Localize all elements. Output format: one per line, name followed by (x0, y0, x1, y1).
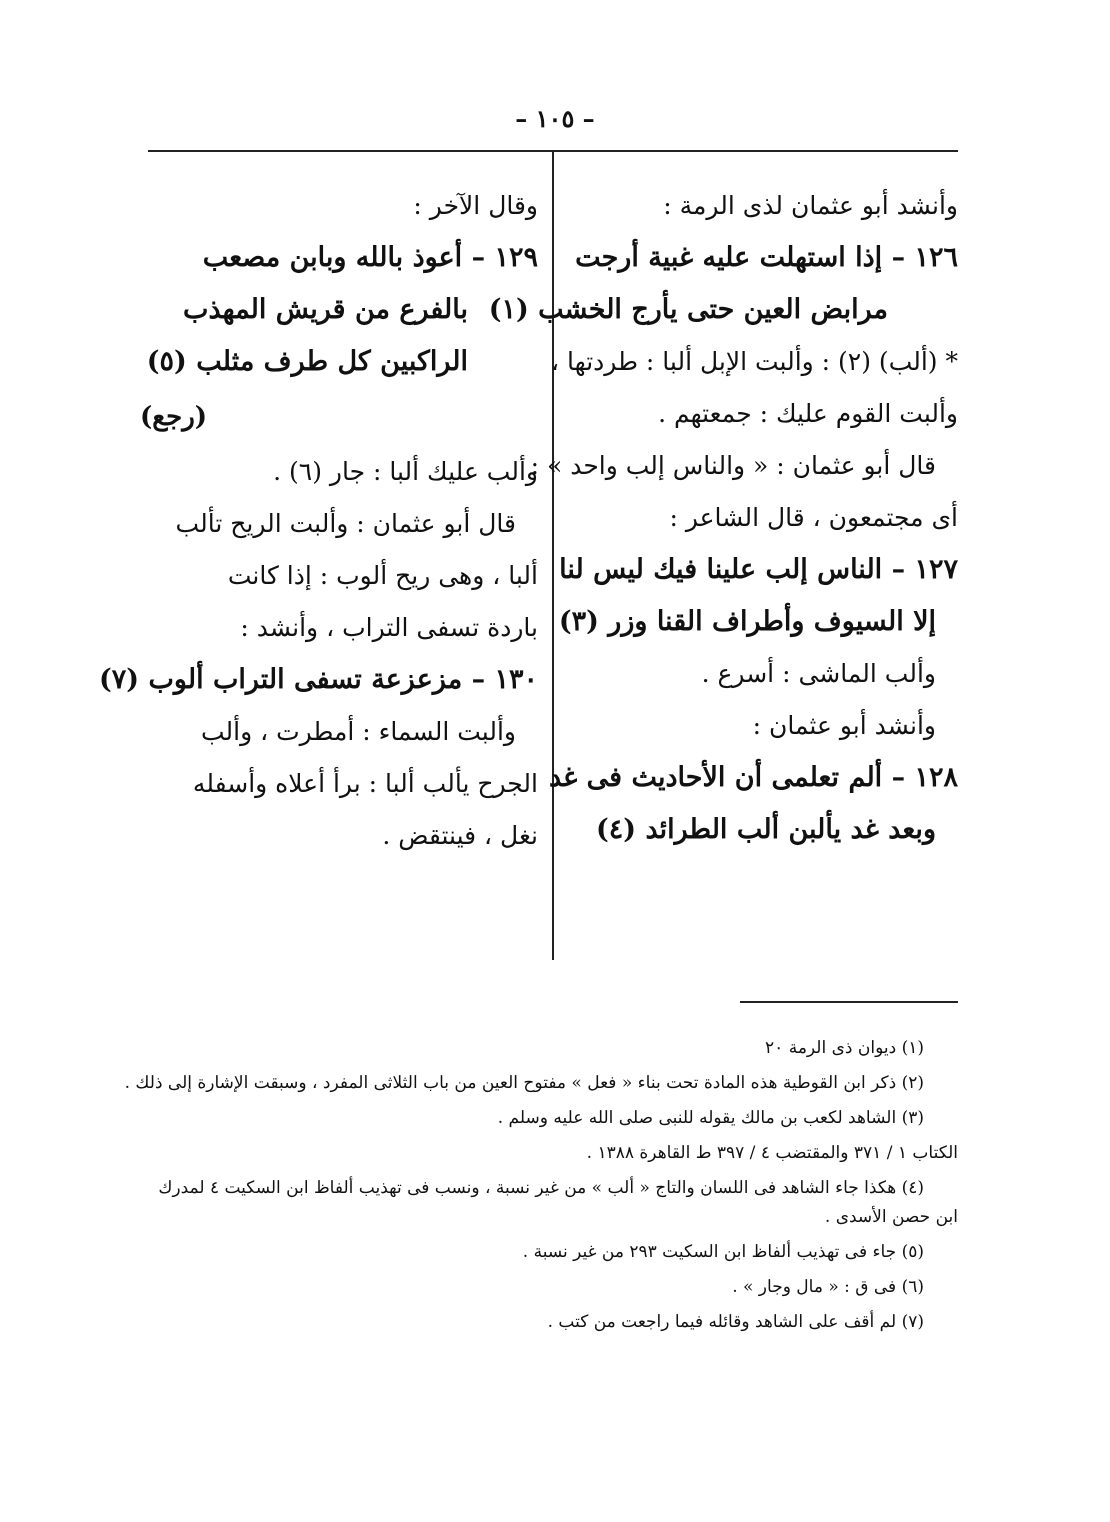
text-line: أى مجتمعون ، قال الشاعر : (669, 503, 958, 532)
footnote-rule (740, 1001, 958, 1003)
footnotes (120, 1034, 958, 1343)
footnote: (١) ديوان ذى الرمة ٢٠ (765, 1038, 924, 1058)
footnote: (٣) الشاهد لكعب بن مالك يقوله للنبى صلى الله عليه وسلم . (497, 1108, 924, 1128)
footnote-continuation: الكتاب ١ / ٣٧١ والمقتضب ٤ / ٣٩٧ ط القاهرة ١٣٨٨ . (586, 1143, 958, 1163)
text-line: * (ألب) (٢) : وألبت الإبل ألبا : طردتها ، (551, 347, 958, 376)
verse-line: ١٢٦ – إذا استهلت عليه غبية أرجت (575, 242, 958, 273)
text-line: الجرح يألب ألبا : برأ أعلاه وأسفله (192, 769, 538, 798)
verse-line: ١٢٧ – الناس إلب علينا فيك ليس لنا (559, 554, 958, 585)
text-line: وأنشد أبو عثمان لذى الرمة : (663, 191, 958, 220)
footnote-continuation: ابن حصن الأسدى . (824, 1207, 958, 1227)
verse-line: ١٢٨ – ألم تعلمى أن الأحاديث فى غد (548, 762, 958, 793)
verse-line: الراكبين كل طرف مثلب (٥) (146, 346, 468, 377)
verse-line: بالفرع من قريش المهذب (183, 294, 468, 325)
verse-line: وبعد غد يألبن ألب الطرائد (٤) (596, 814, 936, 845)
right-column (488, 180, 958, 856)
verse-line: إلا السيوف وأطراف القنا وزر (٣) (558, 606, 936, 637)
footnote: (٤) هكذا جاء الشاهد فى اللسان والتاج « ألب » من غير نسبة ، ونسب فى تهذيب ألفاظ ابن السكيت ٤ لمدرك (158, 1178, 924, 1198)
section-heading: (رجع) (140, 402, 208, 432)
footnote: (٦) فى ق : « مال وجار » . (732, 1277, 924, 1297)
text-line: وقال الآخر : (413, 191, 538, 220)
text-line: وأنشد أبو عثمان : (752, 711, 936, 740)
column-divider (552, 152, 554, 960)
footnote: (٥) جاء فى تهذيب ألفاظ ابن السكيت ٢٩٣ من غير نسبة . (522, 1242, 924, 1262)
footnote: (٧) لم أقف على الشاهد وقائله فيما راجعت من كتب . (547, 1312, 924, 1332)
verse-line: مرابض العين حتى يأرج الخشب (١) (488, 294, 888, 325)
text-line: قال أبو عثمان : « والناس إلب واحد » : (530, 451, 936, 480)
text-line: وألبت القوم عليك : جمعتهم . (658, 399, 958, 428)
text-line: ألبا ، وهى ريح ألوب : إذا كانت (227, 561, 538, 590)
text-line: نغل ، فينتقض . (382, 821, 538, 850)
text-line: وألب عليك ألبا : جار (٦) . (273, 457, 538, 486)
left-column (99, 180, 538, 862)
verse-line: ١٢٩ – أعوذ بالله وبابن مصعب (202, 242, 538, 273)
text-line: قال أبو عثمان : وألبت الريح تألب (175, 509, 516, 538)
page-number: – ١٠٥ – (515, 104, 595, 133)
verse-line: ١٣٠ – مزعزعة تسفى التراب ألوب (٧) (99, 664, 538, 695)
text-line: باردة تسفى التراب ، وأنشد : (240, 613, 538, 642)
text-line: وألبت السماء : أمطرت ، وألب (200, 717, 516, 746)
footnote: (٢) ذكر ابن القوطية هذه المادة تحت بناء « فعل » مفتوح العين من باب الثلاثى المفرد ، وسبقت الإشارة إلى ذلك . (124, 1073, 924, 1093)
text-line: وألب الماشى : أسرع . (701, 659, 936, 688)
